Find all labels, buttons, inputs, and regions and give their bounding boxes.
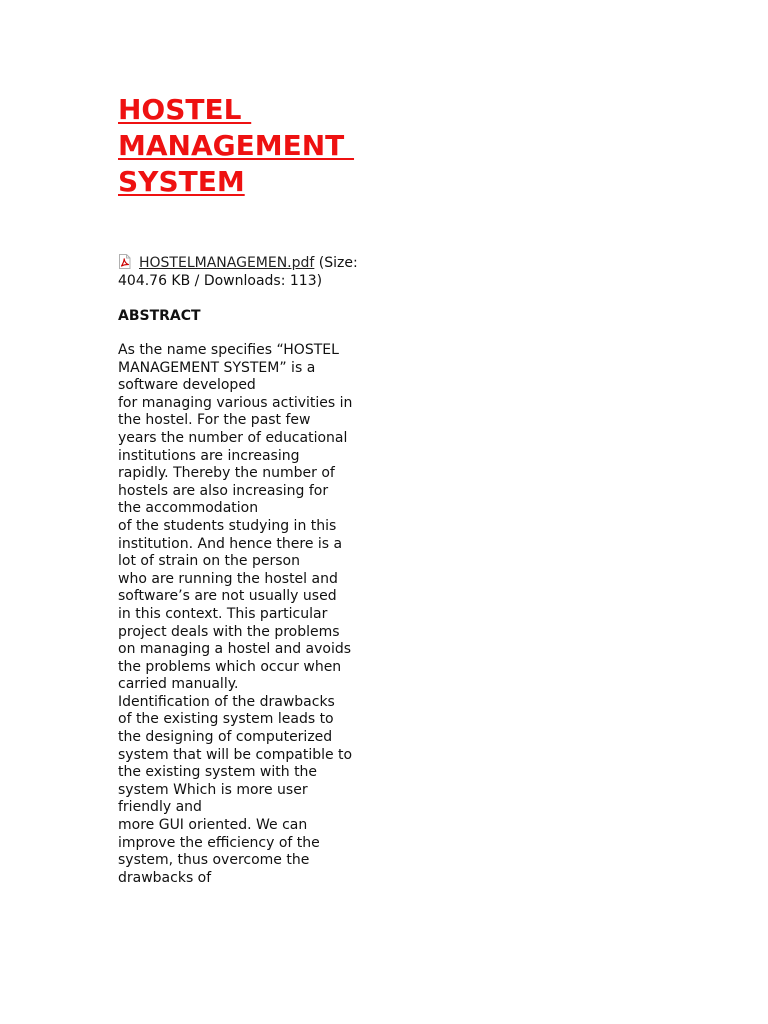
abstract-line: rapidly. Thereby the number of	[118, 465, 335, 482]
abstract-line: more GUI oriented. We can	[118, 817, 308, 834]
title-line-2: MANAGEMENT	[118, 129, 355, 162]
abstract-line: MANAGEMENT SYSTEM” is a	[118, 359, 316, 376]
abstract-line: drawbacks of	[118, 869, 212, 886]
abstract-line: hostels are also increasing for	[118, 482, 329, 499]
page-title	[118, 92, 368, 200]
attachment-row	[118, 254, 362, 290]
abstract-line: As the name specifies “HOSTEL	[118, 342, 339, 358]
pdf-download-link[interactable]: HOSTELMANAGEMEN.pdf	[139, 255, 315, 271]
abstract-line: the problems which occur when	[118, 658, 342, 675]
abstract-line: Identification of the drawbacks	[118, 693, 335, 710]
title-line-3: SYSTEM	[118, 165, 245, 198]
document-content	[118, 92, 368, 887]
abstract-line: years the number of educational	[118, 429, 348, 446]
abstract-body	[118, 342, 368, 887]
attachment-meta: (Size: 404.76 KB / Downloads: 113)	[118, 255, 358, 289]
abstract-line: institutions are increasing	[118, 447, 300, 464]
abstract-line: improve the efficiency of the	[118, 834, 320, 851]
abstract-line: of the existing system leads to	[118, 711, 334, 728]
abstract-line: who are running the hostel and	[118, 570, 338, 587]
abstract-line: the hostel. For the past few	[118, 412, 311, 429]
abstract-line: software developed	[118, 377, 256, 394]
abstract-line: carried manually.	[118, 676, 239, 693]
abstract-line: project deals with the problems	[118, 623, 340, 640]
abstract-line: for managing various activities in	[118, 394, 353, 411]
abstract-line: system Which is more user	[118, 781, 308, 798]
abstract-line: on managing a hostel and avoids	[118, 641, 352, 658]
title-line-1: HOSTEL	[118, 93, 252, 126]
pdf-file-icon	[118, 254, 131, 269]
abstract-line: friendly and	[118, 799, 202, 816]
abstract-heading: ABSTRACT	[118, 308, 201, 324]
abstract-line: the designing of computerized	[118, 729, 333, 746]
abstract-line: the accommodation	[118, 500, 259, 517]
abstract-line: of the students studying in this	[118, 517, 337, 534]
abstract-line: system, thus overcome the	[118, 852, 310, 869]
abstract-line: in this context. This particular	[118, 605, 328, 622]
abstract-line: system that will be compatible to	[118, 746, 353, 763]
abstract-line: institution. And hence there is a	[118, 535, 343, 552]
abstract-line: software’s are not usually used	[118, 588, 337, 605]
abstract-line: lot of strain on the person	[118, 553, 300, 570]
abstract-line: the existing system with the	[118, 764, 318, 781]
